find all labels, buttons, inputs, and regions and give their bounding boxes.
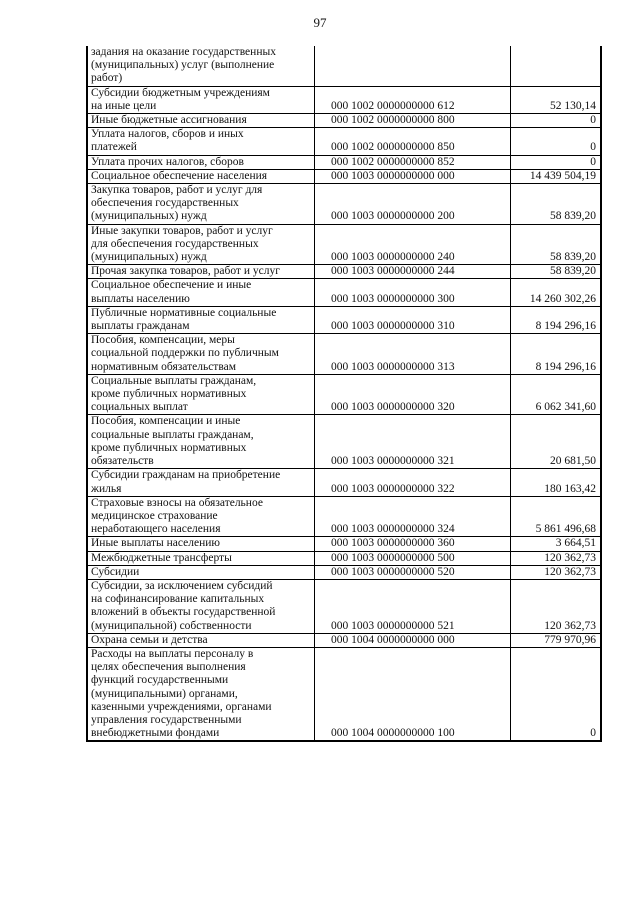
table-row xyxy=(88,306,601,333)
table-row xyxy=(88,169,601,183)
row-name-cell: Уплата прочих налогов, сборов xyxy=(88,155,315,169)
row-name-cell: Социальное обеспечение населения xyxy=(88,169,315,183)
row-name-cell: Субсидии гражданам на приобретение жилья xyxy=(88,469,315,496)
row-code-cell xyxy=(315,46,511,86)
table-row xyxy=(88,647,601,740)
row-amount-cell xyxy=(511,46,601,86)
row-code-cell: 000 1002 0000000000 852 xyxy=(315,155,511,169)
row-name-cell: Социальные выплаты гражданам, кроме публичных нормативных социальных выплат xyxy=(88,374,315,415)
row-amount-cell: 0 xyxy=(511,114,601,128)
row-amount-cell: 6 062 341,60 xyxy=(511,374,601,415)
row-code-cell: 000 1003 0000000000 521 xyxy=(315,579,511,633)
row-code-cell: 000 1003 0000000000 310 xyxy=(315,306,511,333)
row-code-cell: 000 1003 0000000000 520 xyxy=(315,565,511,579)
table-row xyxy=(88,565,601,579)
row-name-cell: Публичные нормативные социальные выплаты гражданам xyxy=(88,306,315,333)
row-amount-cell: 120 362,73 xyxy=(511,551,601,565)
row-name-cell: Пособия, компенсации и иные социальные выплаты гражданам, кроме публичных нормативных обязательств xyxy=(88,415,315,469)
row-amount-cell: 8 194 296,16 xyxy=(511,334,601,375)
row-code-cell: 000 1003 0000000000 322 xyxy=(315,469,511,496)
row-amount-cell: 0 xyxy=(511,155,601,169)
row-code-cell: 000 1003 0000000000 000 xyxy=(315,169,511,183)
table-row xyxy=(88,415,601,469)
table-row xyxy=(88,155,601,169)
row-name-cell: Социальное обеспечение и иные выплаты населению xyxy=(88,279,315,306)
row-code-cell: 000 1003 0000000000 500 xyxy=(315,551,511,565)
table-row xyxy=(88,374,601,415)
table-row xyxy=(88,265,601,279)
page-number: 97 xyxy=(313,15,327,30)
row-name-cell: Межбюджетные трансферты xyxy=(88,551,315,565)
row-name-cell: Охрана семьи и детства xyxy=(88,633,315,647)
row-code-cell: 000 1002 0000000000 800 xyxy=(315,114,511,128)
row-code-cell: 000 1002 0000000000 612 xyxy=(315,86,511,113)
table-row xyxy=(88,114,601,128)
row-name-cell: Уплата налогов, сборов и иных платежей xyxy=(88,128,315,155)
row-amount-cell: 120 362,73 xyxy=(511,579,601,633)
row-code-cell: 000 1003 0000000000 300 xyxy=(315,279,511,306)
table-row xyxy=(88,579,601,633)
table-row xyxy=(88,184,601,225)
row-amount-cell: 0 xyxy=(511,128,601,155)
row-amount-cell: 8 194 296,16 xyxy=(511,306,601,333)
row-name-cell: Страховые взносы на обязательное медицинское страхование неработающего населения xyxy=(88,496,315,537)
table-row xyxy=(88,633,601,647)
row-code-cell: 000 1003 0000000000 320 xyxy=(315,374,511,415)
row-code-cell: 000 1004 0000000000 000 xyxy=(315,633,511,647)
row-amount-cell: 779 970,96 xyxy=(511,633,601,647)
row-code-cell: 000 1003 0000000000 324 xyxy=(315,496,511,537)
row-name-cell: Иные бюджетные ассигнования xyxy=(88,114,315,128)
row-amount-cell: 58 839,20 xyxy=(511,265,601,279)
row-code-cell: 000 1003 0000000000 240 xyxy=(315,224,511,265)
table-row xyxy=(88,279,601,306)
row-amount-cell: 120 362,73 xyxy=(511,565,601,579)
row-amount-cell: 14 439 504,19 xyxy=(511,169,601,183)
table-row xyxy=(88,537,601,551)
table-row xyxy=(88,469,601,496)
budget-table xyxy=(87,46,601,741)
row-code-cell: 000 1003 0000000000 321 xyxy=(315,415,511,469)
row-name-cell: Субсидии, за исключением субсидий на софинансирование капитальных вложений в объекты государственной (муниципальной) собственности xyxy=(88,579,315,633)
row-amount-cell: 52 130,14 xyxy=(511,86,601,113)
row-name-cell: Прочая закупка товаров, работ и услуг xyxy=(88,265,315,279)
table-row xyxy=(88,128,601,155)
row-amount-cell: 0 xyxy=(511,647,601,740)
row-amount-cell: 20 681,50 xyxy=(511,415,601,469)
row-amount-cell: 14 260 302,26 xyxy=(511,279,601,306)
table-row xyxy=(88,334,601,375)
row-amount-cell: 58 839,20 xyxy=(511,224,601,265)
row-code-cell: 000 1003 0000000000 200 xyxy=(315,184,511,225)
table-row xyxy=(88,224,601,265)
row-name-cell: Иные закупки товаров, работ и услуг для обеспечения государственных (муниципальных) нужд xyxy=(88,224,315,265)
row-code-cell: 000 1003 0000000000 313 xyxy=(315,334,511,375)
budget-table-frame xyxy=(86,46,602,742)
table-row xyxy=(88,86,601,113)
row-name-cell: Пособия, компенсации, меры социальной поддержки по публичным нормативным обязательствам xyxy=(88,334,315,375)
row-name-cell: задания на оказание государственных (муниципальных) услуг (выполнение работ) xyxy=(88,46,315,86)
row-code-cell: 000 1002 0000000000 850 xyxy=(315,128,511,155)
row-name-cell: Расходы на выплаты персоналу в целях обеспечения выполнения функций государственными (муниципальными) органами, казенными учреждениями, органами управления государственными внебюджетными фондами xyxy=(88,647,315,740)
row-amount-cell: 3 664,51 xyxy=(511,537,601,551)
row-code-cell: 000 1003 0000000000 244 xyxy=(315,265,511,279)
row-name-cell: Закупка товаров, работ и услуг для обеспечения государственных (муниципальных) нужд xyxy=(88,184,315,225)
row-name-cell: Субсидии бюджетным учреждениям на иные цели xyxy=(88,86,315,113)
table-row xyxy=(88,46,601,86)
row-amount-cell: 58 839,20 xyxy=(511,184,601,225)
row-name-cell: Иные выплаты населению xyxy=(88,537,315,551)
row-amount-cell: 5 861 496,68 xyxy=(511,496,601,537)
row-name-cell: Субсидии xyxy=(88,565,315,579)
row-code-cell: 000 1004 0000000000 100 xyxy=(315,647,511,740)
table-row xyxy=(88,551,601,565)
table-row xyxy=(88,496,601,537)
row-amount-cell: 180 163,42 xyxy=(511,469,601,496)
row-code-cell: 000 1003 0000000000 360 xyxy=(315,537,511,551)
